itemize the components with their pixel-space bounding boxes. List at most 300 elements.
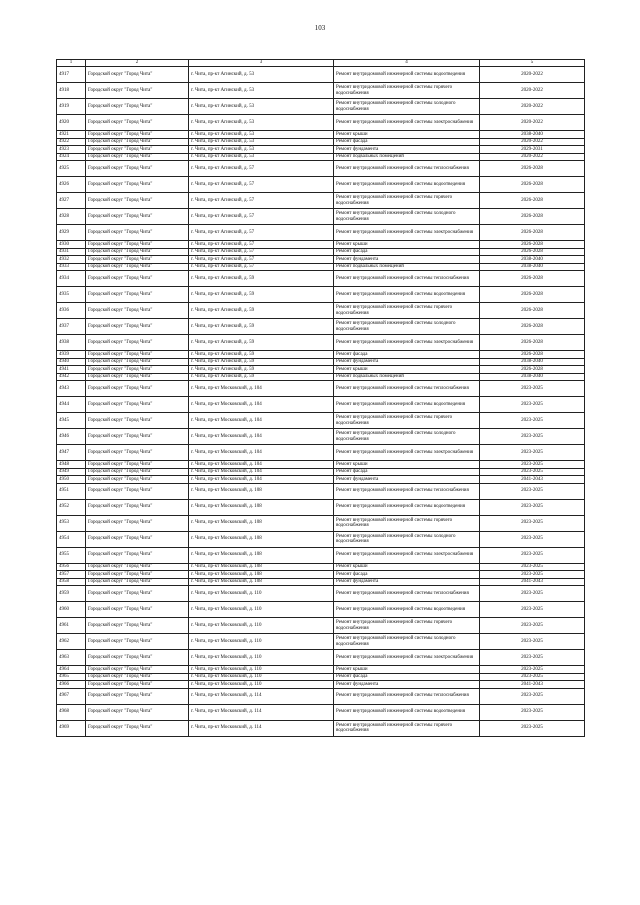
work-type-cell: Ремонт внутридомовой инженерной системы холодного водоснабжения	[334, 99, 480, 115]
table-row	[57, 547, 585, 563]
municipality-cell: Городской округ "Город Чита"	[86, 515, 189, 531]
row-number: 4929	[57, 225, 86, 241]
period-cell: 2026-2028	[480, 351, 585, 359]
table-row	[57, 319, 585, 335]
work-type-cell: Ремонт фундамента	[334, 681, 480, 689]
address-cell: г. Чита, пр-кт Агинский, д. 53	[189, 67, 334, 83]
period-cell: 2023-2025	[480, 673, 585, 681]
table-row	[57, 351, 585, 359]
municipality-cell: Городской округ "Город Чита"	[86, 531, 189, 547]
municipality-cell: Городской округ "Город Чита"	[86, 673, 189, 681]
work-type-cell: Ремонт фундамента	[334, 146, 480, 154]
address-cell: г. Чита, пр-кт Агинский, д. 57	[189, 241, 334, 249]
municipality-cell: Городской округ "Город Чита"	[86, 547, 189, 563]
municipality-cell: Городской округ "Город Чита"	[86, 256, 189, 264]
address-cell: г. Чита, пр-кт Московский, д. 104	[189, 397, 334, 413]
period-cell: 2023-2025	[480, 618, 585, 634]
table-row	[57, 138, 585, 146]
column-number: 1	[57, 60, 86, 67]
municipality-cell: Городской округ "Город Чита"	[86, 650, 189, 666]
period-cell: 2026-2028	[480, 335, 585, 351]
work-type-cell: Ремонт внутридомовой инженерной системы водоотведения	[334, 177, 480, 193]
period-cell: 2023-2025	[480, 688, 585, 704]
municipality-cell: Городской округ "Город Чита"	[86, 704, 189, 720]
address-cell: г. Чита, пр-кт Московский, д. 104	[189, 413, 334, 429]
work-type-cell: Ремонт внутридомовой инженерной системы холодного водоснабжения	[334, 209, 480, 225]
address-cell: г. Чита, пр-кт Московский, д. 108	[189, 563, 334, 571]
row-number: 4955	[57, 547, 86, 563]
table-row	[57, 468, 585, 476]
work-type-cell: Ремонт фундамента	[334, 578, 480, 586]
municipality-cell: Городской округ "Город Чита"	[86, 366, 189, 374]
municipality-cell: Городской округ "Город Чита"	[86, 634, 189, 650]
period-cell: 2041-2043	[480, 681, 585, 689]
row-number: 4964	[57, 666, 86, 674]
address-cell: г. Чита, пр-кт Московский, д. 110	[189, 666, 334, 674]
address-cell: г. Чита, пр-кт Московский, д. 108	[189, 499, 334, 515]
municipality-cell: Городской округ "Город Чита"	[86, 618, 189, 634]
work-type-cell: Ремонт внутридомовой инженерной системы теплоснабжения	[334, 688, 480, 704]
row-number: 4925	[57, 161, 86, 177]
period-cell: 2023-2025	[480, 666, 585, 674]
period-cell: 2023-2025	[480, 531, 585, 547]
table-row	[57, 578, 585, 586]
work-type-cell: Ремонт подвальных помещений	[334, 263, 480, 271]
work-type-cell: Ремонт внутридомовой инженерной системы холодного водоснабжения	[334, 634, 480, 650]
work-type-cell: Ремонт подвальных помещений	[334, 153, 480, 161]
work-type-cell: Ремонт внутридомовой инженерной системы теплоснабжения	[334, 483, 480, 499]
table-row	[57, 586, 585, 602]
address-cell: г. Чита, пр-кт Агинский, д. 53	[189, 131, 334, 139]
address-cell: г. Чита, пр-кт Московский, д. 110	[189, 602, 334, 618]
work-type-cell: Ремонт фасада	[334, 673, 480, 681]
period-cell: 2023-2025	[480, 720, 585, 736]
municipality-cell: Городской округ "Город Чита"	[86, 209, 189, 225]
address-cell: г. Чита, пр-кт Агинский, д. 57	[189, 209, 334, 225]
period-cell: 2038-2040	[480, 256, 585, 264]
table-row	[57, 483, 585, 499]
table-row	[57, 358, 585, 366]
row-number: 4952	[57, 499, 86, 515]
address-cell: г. Чита, пр-кт Московский, д. 114	[189, 688, 334, 704]
table-row	[57, 153, 585, 161]
period-cell: 2026-2028	[480, 209, 585, 225]
address-cell: г. Чита, пр-кт Московский, д. 104	[189, 476, 334, 484]
work-type-cell: Ремонт внутридомовой инженерной системы горячего водоснабжения	[334, 413, 480, 429]
row-number: 4937	[57, 319, 86, 335]
table-row	[57, 666, 585, 674]
row-number: 4924	[57, 153, 86, 161]
table-row	[57, 209, 585, 225]
municipality-cell: Городской округ "Город Чита"	[86, 476, 189, 484]
work-type-cell: Ремонт внутридомовой инженерной системы электроснабжения	[334, 445, 480, 461]
table-row	[57, 461, 585, 469]
work-type-cell: Ремонт внутридомовой инженерной системы водоотведения	[334, 499, 480, 515]
table-row	[57, 476, 585, 484]
address-cell: г. Чита, пр-кт Московский, д. 108	[189, 515, 334, 531]
address-cell: г. Чита, пр-кт Агинский, д. 59	[189, 303, 334, 319]
period-cell: 2020-2022	[480, 83, 585, 99]
municipality-cell: Городской округ "Город Чита"	[86, 271, 189, 287]
row-number: 4931	[57, 248, 86, 256]
table-row	[57, 131, 585, 139]
row-number: 4967	[57, 688, 86, 704]
address-cell: г. Чита, пр-кт Агинский, д. 59	[189, 287, 334, 303]
table-row	[57, 381, 585, 397]
work-type-cell: Ремонт крыши	[334, 241, 480, 249]
municipality-cell: Городской округ "Город Чита"	[86, 397, 189, 413]
row-number: 4939	[57, 351, 86, 359]
row-number: 4936	[57, 303, 86, 319]
table-row	[57, 193, 585, 209]
municipality-cell: Городской округ "Город Чита"	[86, 381, 189, 397]
table-row	[57, 335, 585, 351]
address-cell: г. Чита, пр-кт Московский, д. 114	[189, 720, 334, 736]
address-cell: г. Чита, пр-кт Московский, д. 110	[189, 673, 334, 681]
period-cell: 2023-2025	[480, 571, 585, 579]
municipality-cell: Городской округ "Город Чита"	[86, 351, 189, 359]
municipality-cell: Городской округ "Город Чита"	[86, 358, 189, 366]
address-cell: г. Чита, пр-кт Московский, д. 110	[189, 586, 334, 602]
period-cell: 2023-2025	[480, 602, 585, 618]
table-row	[57, 429, 585, 445]
row-number: 4956	[57, 563, 86, 571]
municipality-cell: Городской округ "Город Чита"	[86, 602, 189, 618]
work-type-cell: Ремонт внутридомовой инженерной системы холодного водоснабжения	[334, 531, 480, 547]
municipality-cell: Городской округ "Город Чита"	[86, 67, 189, 83]
row-number: 4944	[57, 397, 86, 413]
municipality-cell: Городской округ "Город Чита"	[86, 319, 189, 335]
work-type-cell: Ремонт внутридомовой инженерной системы электроснабжения	[334, 335, 480, 351]
table-row	[57, 83, 585, 99]
municipality-cell: Городской округ "Город Чита"	[86, 335, 189, 351]
column-number: 5	[480, 60, 585, 67]
table-row	[57, 563, 585, 571]
row-number: 4926	[57, 177, 86, 193]
municipality-cell: Городской округ "Город Чита"	[86, 578, 189, 586]
address-cell: г. Чита, пр-кт Московский, д. 110	[189, 618, 334, 634]
work-type-cell: Ремонт внутридомовой инженерной системы горячего водоснабжения	[334, 83, 480, 99]
period-cell: 2023-2025	[480, 563, 585, 571]
page-number: 103	[314, 24, 326, 32]
address-cell: г. Чита, пр-кт Московский, д. 108	[189, 531, 334, 547]
table-row	[57, 673, 585, 681]
work-type-cell: Ремонт внутридомовой инженерной системы горячего водоснабжения	[334, 720, 480, 736]
table-row	[57, 161, 585, 177]
table-row	[57, 366, 585, 374]
work-type-cell: Ремонт фасада	[334, 351, 480, 359]
work-type-cell: Ремонт крыши	[334, 131, 480, 139]
address-cell: г. Чита, пр-кт Московский, д. 104	[189, 381, 334, 397]
period-cell: 2023-2025	[480, 461, 585, 469]
table-row	[57, 413, 585, 429]
address-cell: г. Чита, пр-кт Московский, д. 104	[189, 461, 334, 469]
work-type-cell: Ремонт внутридомовой инженерной системы водоотведения	[334, 397, 480, 413]
period-cell: 2020-2022	[480, 138, 585, 146]
row-number: 4959	[57, 586, 86, 602]
municipality-cell: Городской округ "Город Чита"	[86, 153, 189, 161]
period-cell: 2041-2043	[480, 476, 585, 484]
address-cell: г. Чита, пр-кт Агинский, д. 53	[189, 153, 334, 161]
work-type-cell: Ремонт фундамента	[334, 358, 480, 366]
table-row	[57, 177, 585, 193]
address-cell: г. Чита, пр-кт Московский, д. 110	[189, 681, 334, 689]
table-row	[57, 225, 585, 241]
work-type-cell: Ремонт крыши	[334, 461, 480, 469]
municipality-cell: Городской округ "Город Чита"	[86, 241, 189, 249]
work-type-cell: Ремонт внутридомовой инженерной системы горячего водоснабжения	[334, 303, 480, 319]
work-type-cell: Ремонт фасада	[334, 248, 480, 256]
row-number: 4940	[57, 358, 86, 366]
row-number: 4918	[57, 83, 86, 99]
work-type-cell: Ремонт внутридомовой инженерной системы холодного водоснабжения	[334, 319, 480, 335]
column-number: 3	[189, 60, 334, 67]
address-cell: г. Чита, пр-кт Агинский, д. 59	[189, 271, 334, 287]
address-cell: г. Чита, пр-кт Московский, д. 114	[189, 704, 334, 720]
row-number: 4963	[57, 650, 86, 666]
period-cell: 2026-2028	[480, 241, 585, 249]
table-row	[57, 681, 585, 689]
address-cell: г. Чита, пр-кт Агинский, д. 53	[189, 138, 334, 146]
row-number: 4927	[57, 193, 86, 209]
period-cell: 2023-2025	[480, 483, 585, 499]
work-type-cell: Ремонт внутридомовой инженерной системы теплоснабжения	[334, 586, 480, 602]
table-row	[57, 263, 585, 271]
municipality-cell: Городской округ "Город Чита"	[86, 720, 189, 736]
row-number: 4945	[57, 413, 86, 429]
row-number: 4928	[57, 209, 86, 225]
row-number: 4953	[57, 515, 86, 531]
address-cell: г. Чита, пр-кт Агинский, д. 59	[189, 373, 334, 381]
table-row	[57, 688, 585, 704]
work-type-cell: Ремонт фасада	[334, 571, 480, 579]
table-row	[57, 531, 585, 547]
work-type-cell: Ремонт внутридомовой инженерной системы горячего водоснабжения	[334, 193, 480, 209]
period-cell: 2023-2025	[480, 634, 585, 650]
period-cell: 2038-2040	[480, 358, 585, 366]
municipality-cell: Городской округ "Город Чита"	[86, 681, 189, 689]
table-row	[57, 67, 585, 83]
address-cell: г. Чита, пр-кт Московский, д. 108	[189, 571, 334, 579]
row-number: 4934	[57, 271, 86, 287]
municipality-cell: Городской округ "Город Чита"	[86, 115, 189, 131]
municipality-cell: Городской округ "Город Чита"	[86, 138, 189, 146]
period-cell: 2026-2028	[480, 303, 585, 319]
address-cell: г. Чита, пр-кт Московский, д. 110	[189, 634, 334, 650]
row-number: 4935	[57, 287, 86, 303]
address-cell: г. Чита, пр-кт Московский, д. 110	[189, 650, 334, 666]
work-type-cell: Ремонт внутридомовой инженерной системы электроснабжения	[334, 650, 480, 666]
period-cell: 2023-2025	[480, 397, 585, 413]
period-cell: 2020-2022	[480, 153, 585, 161]
period-cell: 2023-2025	[480, 586, 585, 602]
work-type-cell: Ремонт фасада	[334, 138, 480, 146]
address-cell: г. Чита, пр-кт Агинский, д. 57	[189, 225, 334, 241]
row-number: 4961	[57, 618, 86, 634]
municipality-cell: Городской округ "Город Чита"	[86, 499, 189, 515]
period-cell: 2026-2028	[480, 177, 585, 193]
table-row	[57, 720, 585, 736]
table-row	[57, 248, 585, 256]
row-number: 4957	[57, 571, 86, 579]
table-row	[57, 515, 585, 531]
table-row	[57, 241, 585, 249]
municipality-cell: Городской округ "Город Чита"	[86, 373, 189, 381]
period-cell: 2038-2040	[480, 263, 585, 271]
row-number: 4933	[57, 263, 86, 271]
table-row	[57, 602, 585, 618]
work-type-cell: Ремонт крыши	[334, 563, 480, 571]
row-number: 4966	[57, 681, 86, 689]
work-type-cell: Ремонт фундамента	[334, 476, 480, 484]
work-type-cell: Ремонт внутридомовой инженерной системы водоотведения	[334, 704, 480, 720]
table-row	[57, 373, 585, 381]
row-number: 4938	[57, 335, 86, 351]
address-cell: г. Чита, пр-кт Московский, д. 104	[189, 445, 334, 461]
period-cell: 2026-2028	[480, 287, 585, 303]
period-cell: 2026-2028	[480, 248, 585, 256]
table-row	[57, 704, 585, 720]
work-type-cell: Ремонт внутридомовой инженерной системы водоотведения	[334, 287, 480, 303]
address-cell: г. Чита, пр-кт Агинский, д. 53	[189, 115, 334, 131]
table-row	[57, 303, 585, 319]
municipality-cell: Городской округ "Город Чита"	[86, 146, 189, 154]
period-cell: 2029-2031	[480, 146, 585, 154]
address-cell: г. Чита, пр-кт Агинский, д. 53	[189, 83, 334, 99]
period-cell: 2023-2025	[480, 515, 585, 531]
table-row	[57, 146, 585, 154]
column-number: 4	[334, 60, 480, 67]
work-type-cell: Ремонт крыши	[334, 366, 480, 374]
municipality-cell: Городской округ "Город Чита"	[86, 83, 189, 99]
register-table	[56, 59, 585, 737]
table-row	[57, 115, 585, 131]
work-type-cell: Ремонт внутридомовой инженерной системы электроснабжения	[334, 115, 480, 131]
municipality-cell: Городской округ "Город Чита"	[86, 666, 189, 674]
address-cell: г. Чита, пр-кт Агинский, д. 59	[189, 319, 334, 335]
row-number: 4923	[57, 146, 86, 154]
address-cell: г. Чита, пр-кт Агинский, д. 59	[189, 366, 334, 374]
row-number: 4948	[57, 461, 86, 469]
address-cell: г. Чита, пр-кт Агинский, д. 57	[189, 248, 334, 256]
municipality-cell: Городской округ "Город Чита"	[86, 131, 189, 139]
work-type-cell: Ремонт внутридомовой инженерной системы теплоснабжения	[334, 161, 480, 177]
address-cell: г. Чита, пр-кт Московский, д. 108	[189, 547, 334, 563]
period-cell: 2023-2025	[480, 499, 585, 515]
row-number: 4920	[57, 115, 86, 131]
municipality-cell: Городской округ "Город Чита"	[86, 225, 189, 241]
row-number: 4946	[57, 429, 86, 445]
row-number: 4965	[57, 673, 86, 681]
period-cell: 2023-2025	[480, 445, 585, 461]
period-cell: 2026-2028	[480, 225, 585, 241]
address-cell: г. Чита, пр-кт Агинский, д. 57	[189, 177, 334, 193]
row-number: 4951	[57, 483, 86, 499]
address-cell: г. Чита, пр-кт Агинский, д. 57	[189, 263, 334, 271]
row-number: 4954	[57, 531, 86, 547]
row-number: 4960	[57, 602, 86, 618]
register-table-body	[57, 60, 585, 737]
table-row	[57, 99, 585, 115]
period-cell: 2023-2025	[480, 381, 585, 397]
table-row	[57, 271, 585, 287]
table-row	[57, 499, 585, 515]
municipality-cell: Городской округ "Город Чита"	[86, 429, 189, 445]
work-type-cell: Ремонт внутридомовой инженерной системы электроснабжения	[334, 225, 480, 241]
row-number: 4949	[57, 468, 86, 476]
address-cell: г. Чита, пр-кт Агинский, д. 59	[189, 351, 334, 359]
column-number: 2	[86, 60, 189, 67]
municipality-cell: Городской округ "Город Чита"	[86, 586, 189, 602]
period-cell: 2026-2028	[480, 161, 585, 177]
address-cell: г. Чита, пр-кт Агинский, д. 53	[189, 99, 334, 115]
period-cell: 2020-2022	[480, 67, 585, 83]
municipality-cell: Городской округ "Город Чита"	[86, 248, 189, 256]
municipality-cell: Городской округ "Город Чита"	[86, 461, 189, 469]
row-number: 4950	[57, 476, 86, 484]
address-cell: г. Чита, пр-кт Московский, д. 104	[189, 468, 334, 476]
table-row	[57, 650, 585, 666]
row-number: 4958	[57, 578, 86, 586]
address-cell: г. Чита, пр-кт Московский, д. 108	[189, 578, 334, 586]
period-cell: 2041-2043	[480, 578, 585, 586]
period-cell: 2023-2025	[480, 413, 585, 429]
period-cell: 2023-2025	[480, 468, 585, 476]
row-number: 4947	[57, 445, 86, 461]
municipality-cell: Городской округ "Город Чита"	[86, 571, 189, 579]
work-type-cell: Ремонт крыши	[334, 666, 480, 674]
municipality-cell: Городской округ "Город Чита"	[86, 468, 189, 476]
period-cell: 2023-2025	[480, 704, 585, 720]
municipality-cell: Городской округ "Город Чита"	[86, 563, 189, 571]
address-cell: г. Чита, пр-кт Агинский, д. 57	[189, 256, 334, 264]
period-cell: 2023-2025	[480, 650, 585, 666]
work-type-cell: Ремонт внутридомовой инженерной системы водоотведения	[334, 67, 480, 83]
row-number: 4941	[57, 366, 86, 374]
municipality-cell: Городской округ "Город Чита"	[86, 287, 189, 303]
table-row	[57, 397, 585, 413]
table-row	[57, 634, 585, 650]
municipality-cell: Городской округ "Город Чита"	[86, 177, 189, 193]
address-cell: г. Чита, пр-кт Московский, д. 108	[189, 483, 334, 499]
period-cell: 2023-2025	[480, 429, 585, 445]
work-type-cell: Ремонт внутридомовой инженерной системы водоотведения	[334, 602, 480, 618]
municipality-cell: Городской округ "Город Чита"	[86, 263, 189, 271]
table-row	[57, 256, 585, 264]
period-cell: 2038-2040	[480, 373, 585, 381]
work-type-cell: Ремонт фундамента	[334, 256, 480, 264]
municipality-cell: Городской округ "Город Чита"	[86, 193, 189, 209]
row-number: 4917	[57, 67, 86, 83]
address-cell: г. Чита, пр-кт Агинский, д. 53	[189, 146, 334, 154]
work-type-cell: Ремонт внутридомовой инженерной системы холодного водоснабжения	[334, 429, 480, 445]
work-type-cell: Ремонт подвальных помещений	[334, 373, 480, 381]
work-type-cell: Ремонт внутридомовой инженерной системы электроснабжения	[334, 547, 480, 563]
table-row	[57, 618, 585, 634]
row-number: 4943	[57, 381, 86, 397]
address-cell: г. Чита, пр-кт Агинский, д. 59	[189, 335, 334, 351]
period-cell: 2023-2025	[480, 547, 585, 563]
address-cell: г. Чита, пр-кт Московский, д. 104	[189, 429, 334, 445]
address-cell: г. Чита, пр-кт Агинский, д. 57	[189, 193, 334, 209]
municipality-cell: Городской округ "Город Чита"	[86, 445, 189, 461]
work-type-cell: Ремонт фасада	[334, 468, 480, 476]
row-number: 4921	[57, 131, 86, 139]
table-row	[57, 445, 585, 461]
municipality-cell: Городской округ "Город Чита"	[86, 483, 189, 499]
municipality-cell: Городской округ "Город Чита"	[86, 99, 189, 115]
table-row	[57, 571, 585, 579]
